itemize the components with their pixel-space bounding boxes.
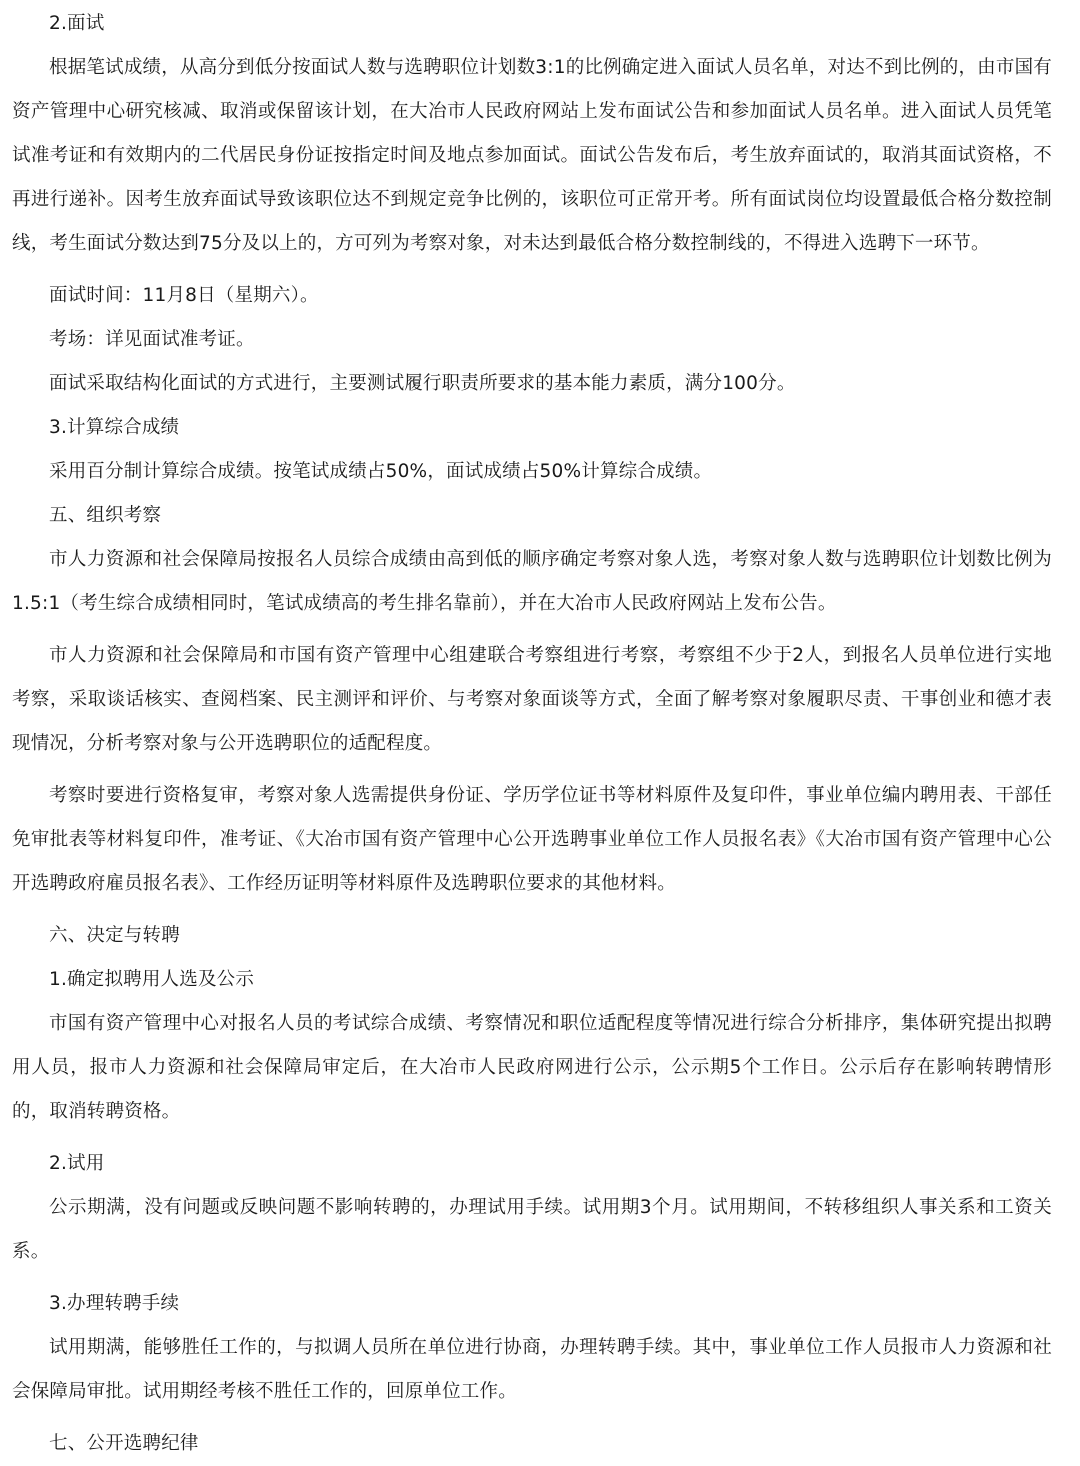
paragraph-qualification-review: 考察时要进行资格复审，考察对象人选需提供身份证、学历学位证书等材料原件及复印件，事业单位编内聘用表、干部任免审批表等材料复印件，准考证、《大冶市国有资产管理中心公开选聘事业单位工作人员报名表》《大冶市国有资产管理中心公开选聘政府雇员报名表》、工作经历证明等材料原件及选聘职位要求的其他材料。 (12, 785, 1052, 894)
document-body (12, 2, 1052, 1466)
paragraph-transfer: 试用期满，能够胜任工作的，与拟调人员所在单位进行协商，办理转聘手续。其中，事业单位工作人员报市人力资源和社会保障局审批。试用期经考核不胜任工作的，回原单位工作。 (12, 1337, 1052, 1402)
section-heading-decision: 六、决定与转聘 (49, 925, 180, 946)
subheading-interview: 2.面试 (49, 13, 105, 34)
subheading-composite-score: 3.计算综合成绩 (49, 417, 180, 438)
paragraph-trial: 公示期满，没有问题或反映问题不影响转聘的，办理试用手续。试用期3个月。试用期间，不转移组织人事关系和工资关系。 (12, 1197, 1052, 1262)
paragraph-interview-rules: 根据笔试成绩，从高分到低分按面试人数与选聘职位计划数3:1的比例确定进入面试人员名单，对达不到比例的，由市国有资产管理中心研究核减、取消或保留该计划，在大冶市人民政府网站上发布面试公告和参加面试人员名单。进入面试人员凭笔试准考证和有效期内的二代居民身份证按指定时间及地点参加面试。面试公告发布后，考生放弃面试的，取消其面试资格，不再进行递补。因考生放弃面试导致该职位达不到规定竞争比例的，该职位可正常开考。所有面试岗位均设置最低合格分数控制线，考生面试分数达到75分及以上的，方可列为考察对象，对未达到最低合格分数控制线的，不得进入选聘下一环节。 (12, 57, 1052, 254)
subheading-publicity: 1.确定拟聘用人选及公示 (49, 969, 255, 990)
subheading-transfer: 3.办理转聘手续 (49, 1293, 180, 1314)
section-heading-inspection: 五、组织考察 (49, 505, 162, 526)
section-heading-discipline: 七、公开选聘纪律 (49, 1433, 199, 1454)
paragraph-interview-format: 面试采取结构化面试的方式进行，主要测试履行职责所要求的基本能力素质，满分100分。 (49, 373, 796, 394)
paragraph-inspection-team: 市人力资源和社会保障局和市国有资产管理中心组建联合考察组进行考察，考察组不少于2人，到报名人员单位进行实地考察，采取谈话核实、查阅档案、民主测评和评价、与考察对象面谈等方式，全面了解考察对象履职尽责、干事创业和德才表现情况，分析考察对象与公开选聘职位的适配程度。 (12, 645, 1052, 754)
paragraph-exam-room: 考场：详见面试准考证。 (49, 329, 255, 350)
paragraph-interview-time: 面试时间：11月8日（星期六）。 (49, 285, 319, 306)
paragraph-publicity: 市国有资产管理中心对报名人员的考试综合成绩、考察情况和职位适配程度等情况进行综合分析排序，集体研究提出拟聘用人员，报市人力资源和社会保障局审定后，在大冶市人民政府网进行公示，公示期5个工作日。公示后存在影响转聘情形的，取消转聘资格。 (12, 1013, 1052, 1122)
paragraph-composite-score: 采用百分制计算综合成绩。按笔试成绩占50%，面试成绩占50%计算综合成绩。 (49, 461, 713, 482)
paragraph-inspection-candidates: 市人力资源和社会保障局按报名人员综合成绩由高到低的顺序确定考察对象人选，考察对象人数与选聘职位计划数比例为1.5:1（考生综合成绩相同时，笔试成绩高的考生排名靠前），并在大冶市人民政府网站上发布公告。 (12, 549, 1052, 614)
subheading-trial: 2.试用 (49, 1153, 105, 1174)
